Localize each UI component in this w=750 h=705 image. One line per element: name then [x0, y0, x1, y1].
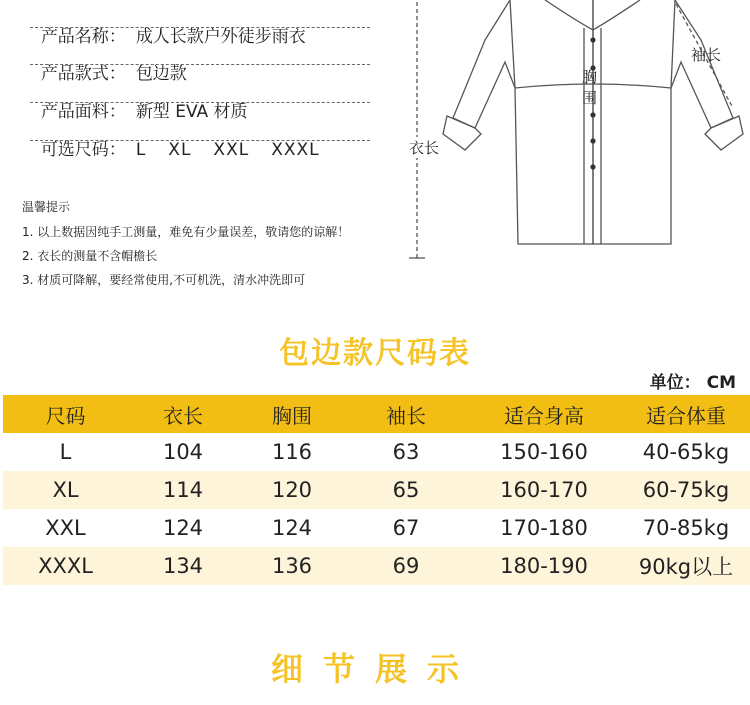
table-cell: 136 [238, 547, 346, 585]
table-cell: 114 [128, 471, 238, 509]
table-row [3, 433, 750, 471]
table-cell: 124 [162, 516, 204, 540]
spec-label: 产品款式 [40, 64, 109, 84]
table-cell: 60-75kg [622, 471, 750, 509]
table-cell: 63 [392, 440, 420, 464]
table-row [3, 509, 750, 547]
table-cell: 40-65kg [642, 440, 730, 464]
raincoat-diagram [395, 0, 750, 262]
column-header: 袖长 [346, 395, 466, 433]
table-cell: 90kg以上 [622, 547, 750, 585]
tip-item: 2. 衣长的测量不含帽檐长 [22, 249, 158, 263]
size-table [3, 395, 750, 585]
table-cell: 116 [271, 440, 313, 464]
detail-section-title: 细节展示 [270, 650, 479, 688]
spec-label: 可选尺码 [40, 140, 109, 160]
column-header: 尺码 [3, 395, 128, 433]
coat-length-label: 衣长 [409, 139, 440, 157]
table-cell: 67 [392, 516, 420, 540]
table-cell: 124 [271, 516, 313, 540]
table-cell: 65 [346, 471, 466, 509]
table-cell: 69 [346, 547, 466, 585]
table-cell: XXXL [3, 547, 128, 585]
spec-line-sizes [30, 105, 370, 160]
table-cell: XXL [45, 516, 86, 540]
spec-label: 产品面料 [40, 102, 109, 122]
spec-colon: ： [108, 27, 126, 47]
size-chart-title: 包边款尺码表 [279, 336, 471, 371]
table-cell: XL [3, 471, 128, 509]
unit-label: 单位： CM [649, 373, 736, 393]
tips-block [22, 198, 349, 292]
table-cell: 120 [238, 471, 346, 509]
column-header: 适合身高 [466, 395, 622, 433]
tips-title: 温馨提示 [22, 200, 71, 214]
spec-colon: ： [108, 102, 126, 122]
table-row [3, 471, 750, 509]
size-option: XL [168, 140, 192, 160]
raincoat-outline-icon [395, 0, 750, 262]
tip-item: 1. 以上数据因纯手工测量，难免有少量误差，敬请您的谅解！ [22, 225, 350, 239]
table-cell: 170-180 [500, 516, 588, 540]
spec-line-name [30, 0, 370, 47]
table-row [3, 547, 750, 585]
table-header-row [3, 395, 750, 433]
size-option: XXL [213, 140, 250, 160]
table-cell: 104 [162, 440, 204, 464]
table-cell: 160-170 [466, 471, 622, 509]
chest-label: 胸 [582, 68, 598, 86]
sleeve-length-label: 袖长 [691, 46, 722, 64]
table-cell: 70-85kg [642, 516, 730, 540]
table-cell: 150-160 [500, 440, 588, 464]
column-header: 适合体重 [622, 395, 750, 433]
tip-item: 3. 材质可降解，要经常使用,不可机洗，清水冲洗即可 [22, 273, 306, 287]
column-header: 胸围 [238, 395, 346, 433]
size-option: XXXL [271, 140, 320, 160]
spec-line-style [30, 29, 370, 84]
spec-line-material [30, 67, 370, 122]
spec-colon: ： [108, 140, 126, 160]
table-cell: 180-190 [466, 547, 622, 585]
spec-label: 产品名称 [40, 27, 109, 47]
table-cell: L [59, 440, 72, 464]
column-header: 衣长 [128, 395, 238, 433]
size-option: L [135, 140, 147, 160]
chest-label: 围 [582, 89, 598, 107]
spec-value: 成人长款户外徒步雨衣 [135, 27, 306, 47]
spec-colon: ： [108, 64, 126, 84]
spec-value: 包边款 [135, 64, 187, 84]
table-cell: 134 [128, 547, 238, 585]
spec-value: 新型 EVA 材质 [135, 102, 248, 122]
